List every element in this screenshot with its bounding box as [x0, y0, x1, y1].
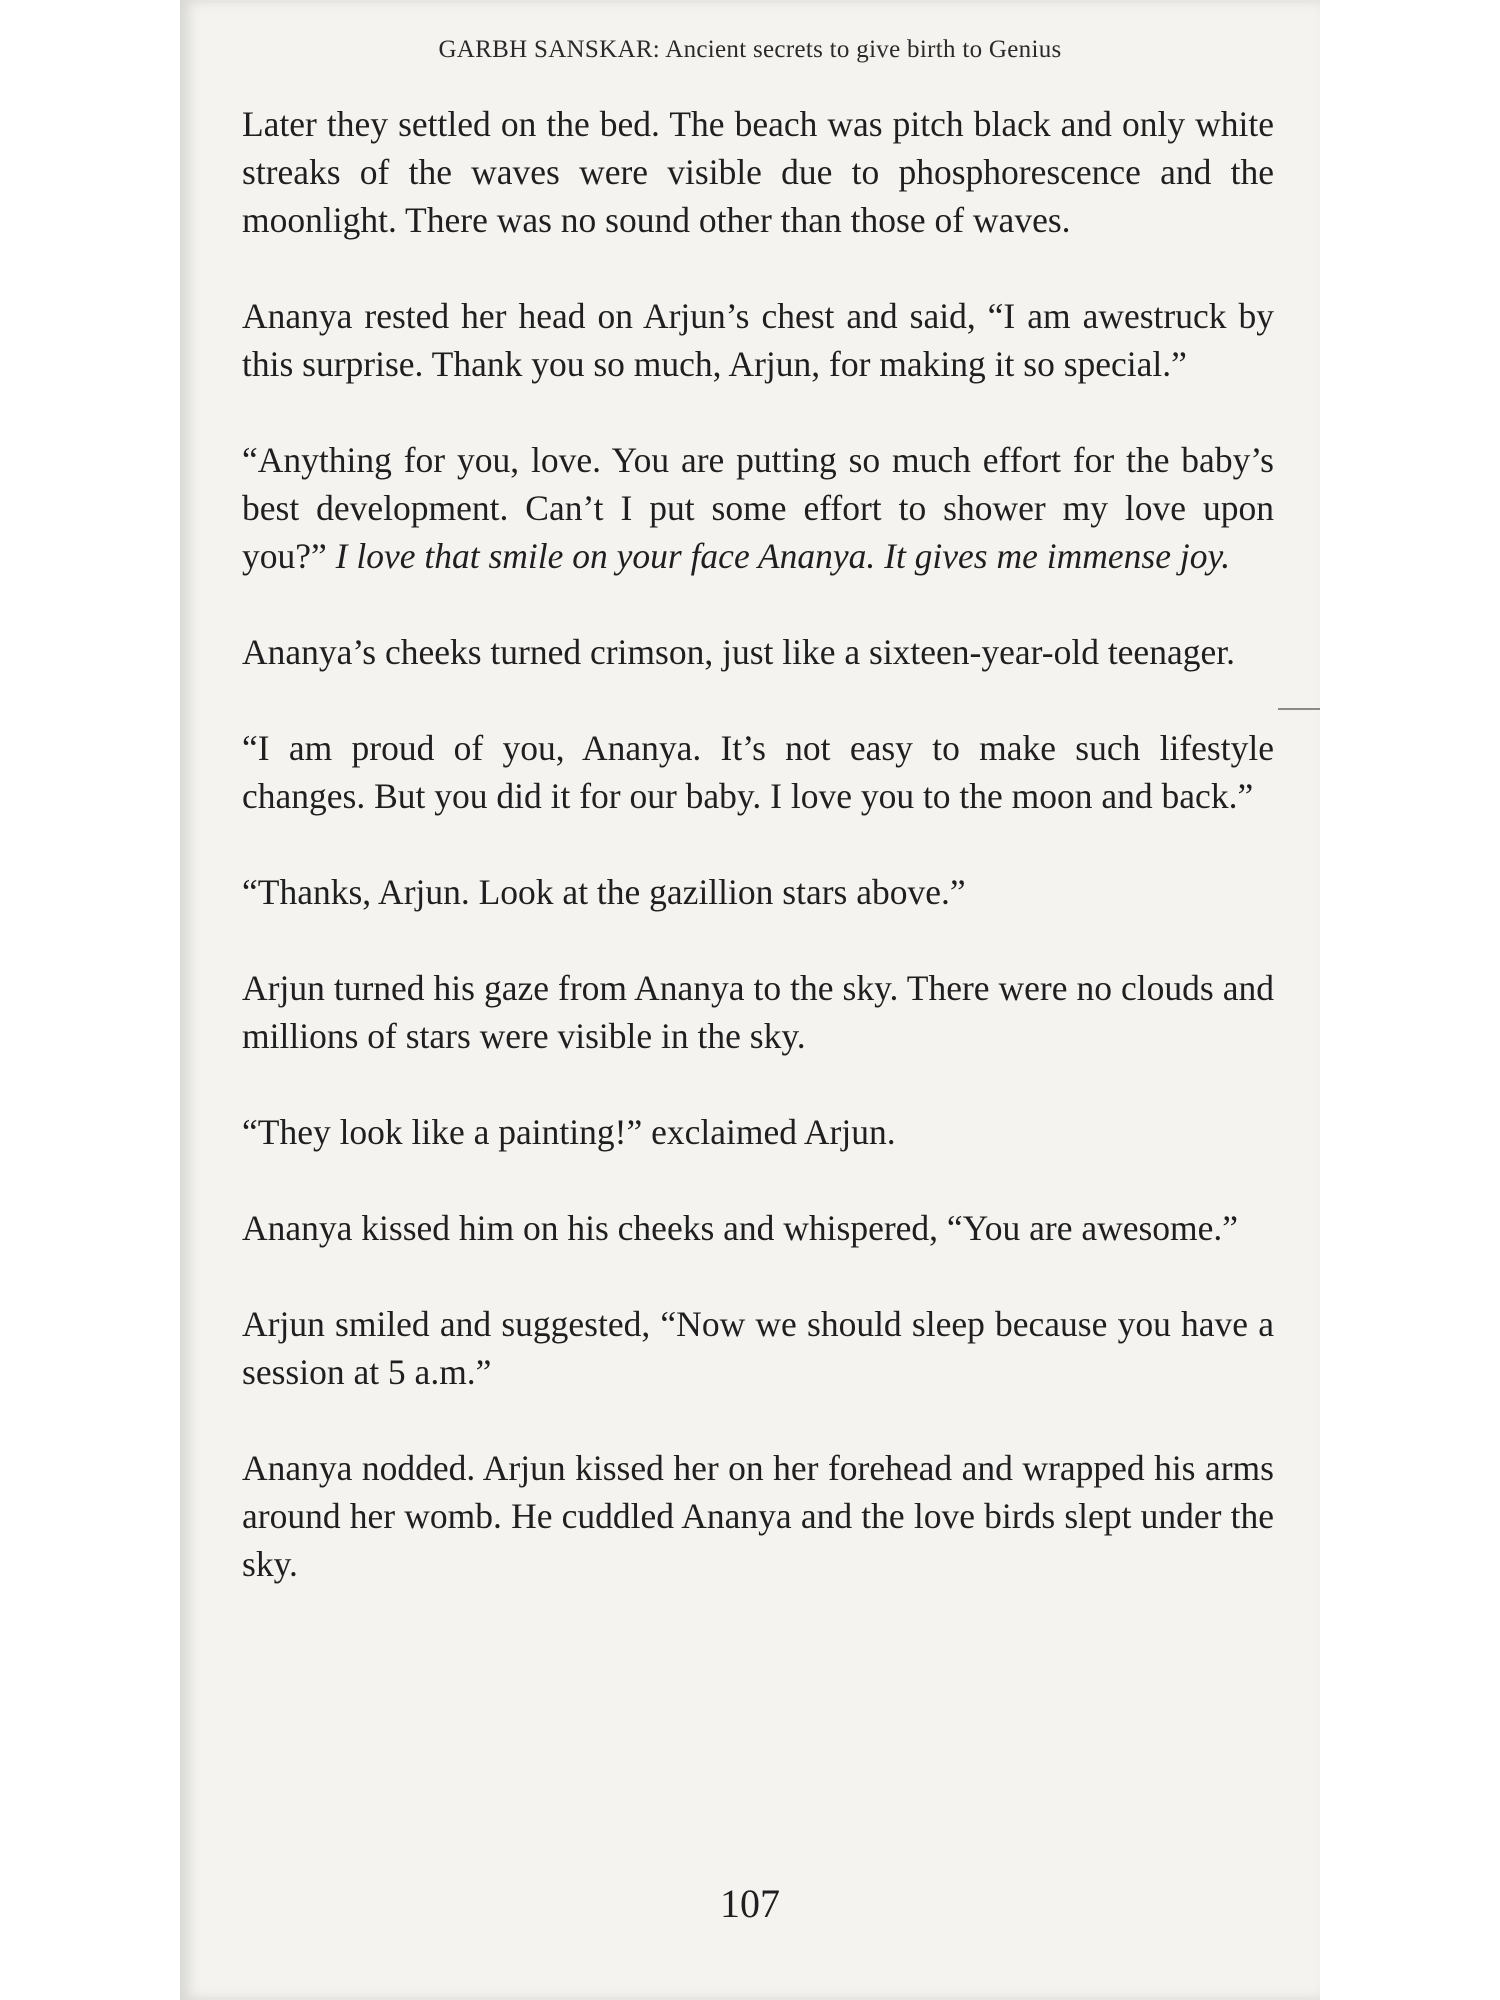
paragraph-11: Ananya nodded. Arjun kissed her on her forehead and wrapped his arms around her womb. He cuddled Ananya and the love birds slept under the sky.	[242, 1448, 1274, 1584]
paragraph-9: Ananya kissed him on his cheeks and whispered, “You are awesome.”	[242, 1208, 1239, 1248]
page-body	[242, 100, 1274, 1636]
paragraph-4: Ananya’s cheeks turned crimson, just like a sixteen-year-old teenager.	[242, 632, 1235, 672]
paragraph-7: Arjun turned his gaze from Ananya to the sky. There were no clouds and millions of stars were visible in the sky.	[242, 968, 1274, 1056]
paragraph-3-dialogue: “Anything for you, love. You are putting so much effort for the baby’s best development. Can’t I put some effort to shower my love upon you?”	[242, 440, 1274, 576]
paragraph-8: “They look like a painting!” exclaimed Arjun.	[242, 1112, 896, 1152]
paragraph-3-thought: I love that smile on your face Ananya. It gives me immense joy.	[335, 536, 1231, 576]
paragraph-2: Ananya rested her head on Arjun’s chest and said, “I am awestruck by this surprise. Thank you so much, Arjun, for making it so special.”	[242, 296, 1274, 384]
page-number: 107	[720, 1881, 780, 1926]
paragraph-3	[242, 436, 1274, 580]
paragraph-10: Arjun smiled and suggested, “Now we should sleep because you have a session at 5 a.m.”	[242, 1304, 1274, 1392]
paragraph-1: Later they settled on the bed. The beach was pitch black and only white streaks of the waves were visible due to phosphorescence and the moonlight. There was no sound other than those of waves.	[242, 104, 1274, 240]
paragraph-5: “I am proud of you, Ananya. It’s not easy to make such lifestyle changes. But you did it for our baby. I love you to the moon and back.”	[242, 728, 1274, 816]
margin-mark	[1278, 708, 1320, 710]
running-header: GARBH SANSKAR: Ancient secrets to give birth to Genius	[438, 36, 1062, 63]
book-page	[180, 0, 1320, 2000]
paragraph-6: “Thanks, Arjun. Look at the gazillion stars above.”	[242, 872, 966, 912]
